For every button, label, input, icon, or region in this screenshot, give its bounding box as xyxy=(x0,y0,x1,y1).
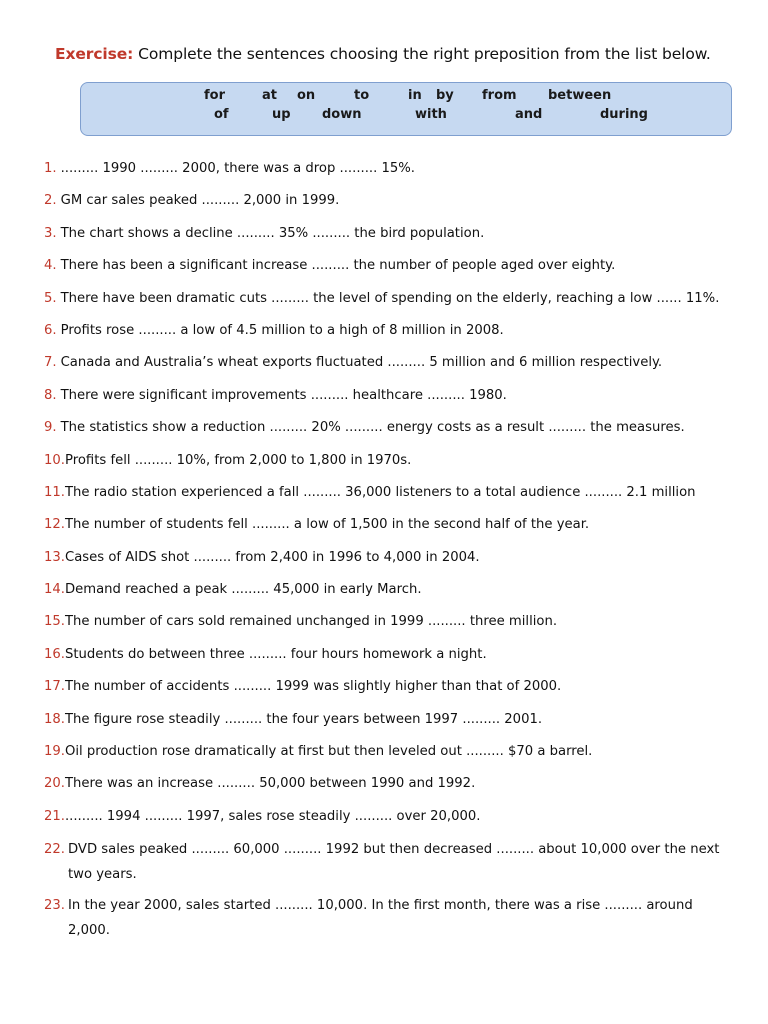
word-bank-box xyxy=(80,82,732,136)
exercise-list xyxy=(44,157,734,949)
item-number: 18. xyxy=(44,711,65,727)
item-number: 13. xyxy=(44,549,65,565)
item-text: ......... 1994 ......... 1997, sales rose steadily ......... over 20,000. xyxy=(64,808,481,824)
list-item xyxy=(44,675,734,707)
list-item xyxy=(44,416,734,448)
item-text: DVD sales peaked ......... 60,000 ......... 1992 but then decreased ......... about 10,000 over the next two years. xyxy=(68,842,720,883)
exercise-label: Exercise: xyxy=(55,45,134,63)
item-number: 17. xyxy=(44,679,65,695)
item-text: GM car sales peaked ......... 2,000 in 1999. xyxy=(60,193,340,209)
item-text: There was an increase ......... 50,000 between 1990 and 1992. xyxy=(64,776,476,792)
list-item xyxy=(44,805,734,837)
item-text: ......... 1990 ......... 2000, there was a drop ......... 15%. xyxy=(60,161,415,176)
item-number: 9. xyxy=(44,420,57,436)
item-number: 22. xyxy=(44,842,65,858)
item-text: The chart shows a decline ......... 35% ......... the bird population. xyxy=(60,225,485,241)
list-item xyxy=(44,578,734,610)
list-item xyxy=(44,837,734,887)
item-number: 15. xyxy=(44,614,65,630)
word-bank-item: on xyxy=(297,88,316,103)
item-text: The number of accidents ......... 1999 was slightly higher than that of 2000. xyxy=(64,679,562,695)
item-number: 8. xyxy=(44,387,57,403)
list-item xyxy=(44,610,734,642)
item-number: 14. xyxy=(44,582,65,598)
word-bank-item: to xyxy=(354,88,370,103)
item-number: 21. xyxy=(44,808,65,824)
list-item xyxy=(44,254,734,286)
item-text: The statistics show a reduction ......... 20% ......... energy costs as a result ......... the measures. xyxy=(60,420,685,436)
word-bank-item: in xyxy=(408,88,422,103)
list-item xyxy=(44,384,734,416)
item-number: 6. xyxy=(44,322,57,338)
exercise-instruction: Complete the sentences choosing the right preposition from the list below. xyxy=(138,45,711,63)
list-item xyxy=(44,319,734,351)
exercise-title xyxy=(55,45,711,63)
word-bank-item: from xyxy=(482,88,517,103)
item-number: 2. xyxy=(44,193,57,209)
item-number: 4. xyxy=(44,258,57,274)
word-bank-item: for xyxy=(204,88,225,103)
item-number: 16. xyxy=(44,646,65,662)
item-number: 23. xyxy=(44,898,65,914)
item-text: Demand reached a peak ......... 45,000 in early March. xyxy=(64,582,422,598)
word-bank-item: with xyxy=(415,107,447,122)
list-item xyxy=(44,189,734,221)
item-text: The number of students fell ......... a low of 1,500 in the second half of the year. xyxy=(64,517,590,533)
item-text: The radio station experienced a fall ......... 36,000 listeners to a total audience ......... 2.1 million xyxy=(64,484,696,500)
item-number: 20. xyxy=(44,776,65,792)
word-bank-item: by xyxy=(436,88,454,103)
list-item xyxy=(44,513,734,545)
item-text: Oil production rose dramatically at first but then leveled out ......... $70 a barrel. xyxy=(64,744,593,760)
item-number: 7. xyxy=(44,355,57,371)
item-text: Cases of AIDS shot ......... from 2,400 in 1996 to 4,000 in 2004. xyxy=(64,549,480,565)
item-number: 19. xyxy=(44,744,65,760)
item-number: 3. xyxy=(44,225,57,241)
word-bank-item: between xyxy=(548,88,612,103)
item-number: 12. xyxy=(44,517,65,533)
list-item xyxy=(44,643,734,675)
list-item xyxy=(44,222,734,254)
item-text: There were significant improvements ......... healthcare ......... 1980. xyxy=(60,387,507,403)
item-text: The number of cars sold remained unchanged in 1999 ......... three million. xyxy=(64,614,558,630)
list-item xyxy=(44,449,734,481)
list-item xyxy=(44,481,734,513)
word-bank-item: of xyxy=(214,107,229,122)
item-text: Canada and Australia’s wheat exports fluctuated ......... 5 million and 6 million respectively. xyxy=(60,355,663,371)
item-text: There have been dramatic cuts ......... the level of spending on the elderly, reaching a low ...... 11%. xyxy=(60,290,720,306)
item-number: 11. xyxy=(44,484,65,500)
item-number: 1. xyxy=(44,161,57,176)
item-number: 10. xyxy=(44,452,65,468)
list-item xyxy=(44,893,734,943)
word-bank-item: down xyxy=(322,107,362,122)
list-item xyxy=(44,287,734,319)
word-bank-item: and xyxy=(515,107,543,122)
list-item xyxy=(44,546,734,578)
word-bank-item: at xyxy=(262,88,277,103)
list-item xyxy=(44,708,734,740)
word-bank-item: up xyxy=(272,107,291,122)
item-text: In the year 2000, sales started ......... 10,000. In the first month, there was a rise ......... around 2,000. xyxy=(68,898,693,939)
word-bank-item: during xyxy=(600,107,648,122)
list-item xyxy=(44,157,734,189)
list-item xyxy=(44,351,734,383)
item-text: The figure rose steadily ......... the four years between 1997 ......... 2001. xyxy=(64,711,543,727)
list-item xyxy=(44,772,734,804)
item-text: Students do between three ......... four hours homework a night. xyxy=(64,646,487,662)
item-text: Profits fell ......... 10%, from 2,000 to 1,800 in 1970s. xyxy=(64,452,412,468)
item-text: There has been a significant increase ......... the number of people aged over eighty. xyxy=(60,258,616,274)
item-text: Profits rose ......... a low of 4.5 million to a high of 8 million in 2008. xyxy=(60,322,504,338)
list-item xyxy=(44,740,734,772)
item-number: 5. xyxy=(44,290,57,306)
